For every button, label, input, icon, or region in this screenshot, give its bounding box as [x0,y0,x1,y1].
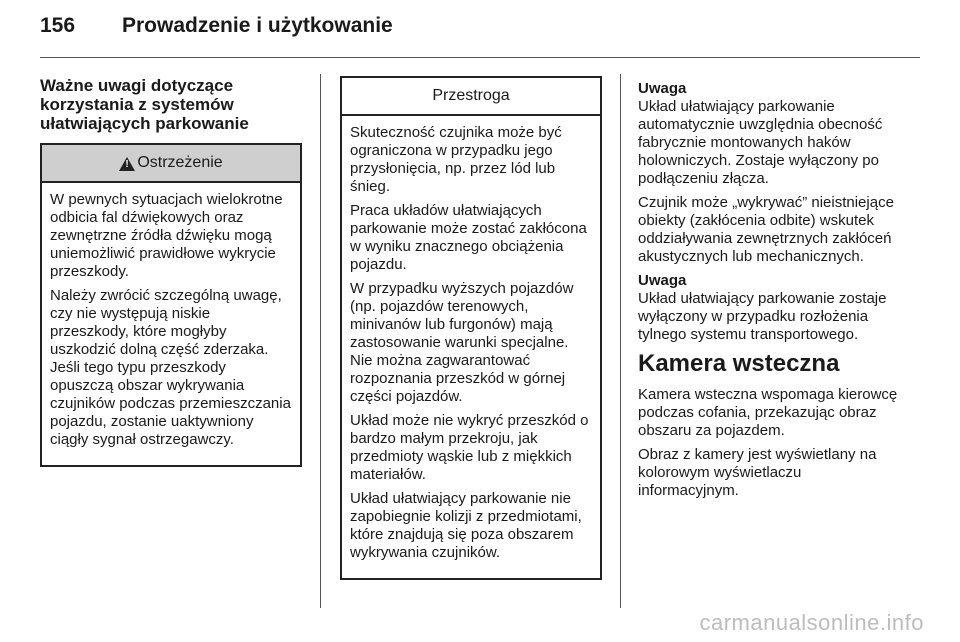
column-right [638,80,900,506]
section-paragraph: Obraz z kamery jest wyświetlany na kolorowym wyświetlaczu informacyjnym. [638,446,877,499]
caution-paragraph: Skuteczność czujnika może być ograniczona w przypadku jego przysłonięcia, np. przez lód lub śnieg. [350,124,562,195]
page-header [40,14,920,48]
section-heading [40,76,302,133]
warning-title: Ostrzeżenie [137,154,223,171]
section-paragraph: Kamera wsteczna wspomaga kierowcę podczas cofania, przekazując obraz obszaru za pojazdem. [638,386,898,439]
note-text: Układ ułatwiający parkowanie automatycznie uwzględnia obecność fabrycznie montowanych haków holowniczych. Zostaje wyłączony po podłączeniu złącza. [638,98,883,187]
caution-box-header [342,78,600,116]
caution-paragraph: Układ ułatwiający parkowanie nie zapobiegnie kolizji z przedmiotami, które znajdują się poza obszarem wykrywania czujników. [350,490,582,561]
header-divider [40,57,920,58]
column-divider-2 [620,74,621,608]
chapter-title: Prowadzenie i użytkowanie [122,14,393,37]
warning-triangle-icon [119,157,135,171]
warning-box [40,143,302,467]
caution-title: Przestroga [432,87,510,104]
column-middle [340,76,602,580]
caution-box [340,76,602,580]
note-label: Uwaga [638,272,687,289]
caution-box-body [342,116,600,578]
heading-line: korzystania z systemów [40,95,234,114]
page-number: 156 [40,14,76,37]
caution-paragraph: W przypadku wyższych pojazdów (np. pojazdów terenowych, minivanów lub furgonów) mają zastosowanie warunki specjalne. Nie można zagwarantować rozpoznania przeszkód w górnej części pojazdów. [350,280,574,405]
warning-paragraph: Należy zwrócić szczególną uwagę, czy nie występują niskie przeszkody, które mogłyby uszkodzić dolną część zderzaka. Jeśli tego typu przeszkody opuszczą obszar wykrywania czujników podczas przemieszczania pojazdu, zostanie uaktywniony ciągły sygnał ostrzegawczy. [50,287,291,448]
section-title-camera: Kamera wsteczna [638,350,840,377]
note-text: Układ ułatwiający parkowanie zostaje wyłączony w przypadku rozłożenia tylnego systemu transportowego. [638,290,887,343]
warning-box-body [42,183,300,465]
column-divider-1 [320,74,321,608]
warning-box-header [42,145,300,183]
caution-paragraph: Układ może nie wykryć przeszkód o bardzo małym przekroju, jak przedmioty wąskie lub z miękkich materiałów. [350,412,589,483]
column-left [40,76,302,467]
heading-line: ułatwiających parkowanie [40,114,249,133]
caution-paragraph: Praca układów ułatwiających parkowanie może zostać zakłócona w wyniku znacznego obciążenia pojazdu. [350,202,587,273]
note-label: Uwaga [638,80,687,97]
note-text: Czujnik może „wykrywać” nieistniejące obiekty (zakłócenia odbite) wskutek oddziaływania zewnętrznych zakłóceń akustycznych lub mechanicznych. [638,194,894,265]
warning-paragraph: W pewnych sytuacjach wielokrotne odbicia fal dźwiękowych oraz zewnętrzne źródła dźwięku mogą uniemożliwić prawidłowe wykrycie przeszkody. [50,191,283,280]
heading-line: Ważne uwagi dotyczące [40,76,234,95]
watermark: carmanualsonline.info [699,610,924,635]
